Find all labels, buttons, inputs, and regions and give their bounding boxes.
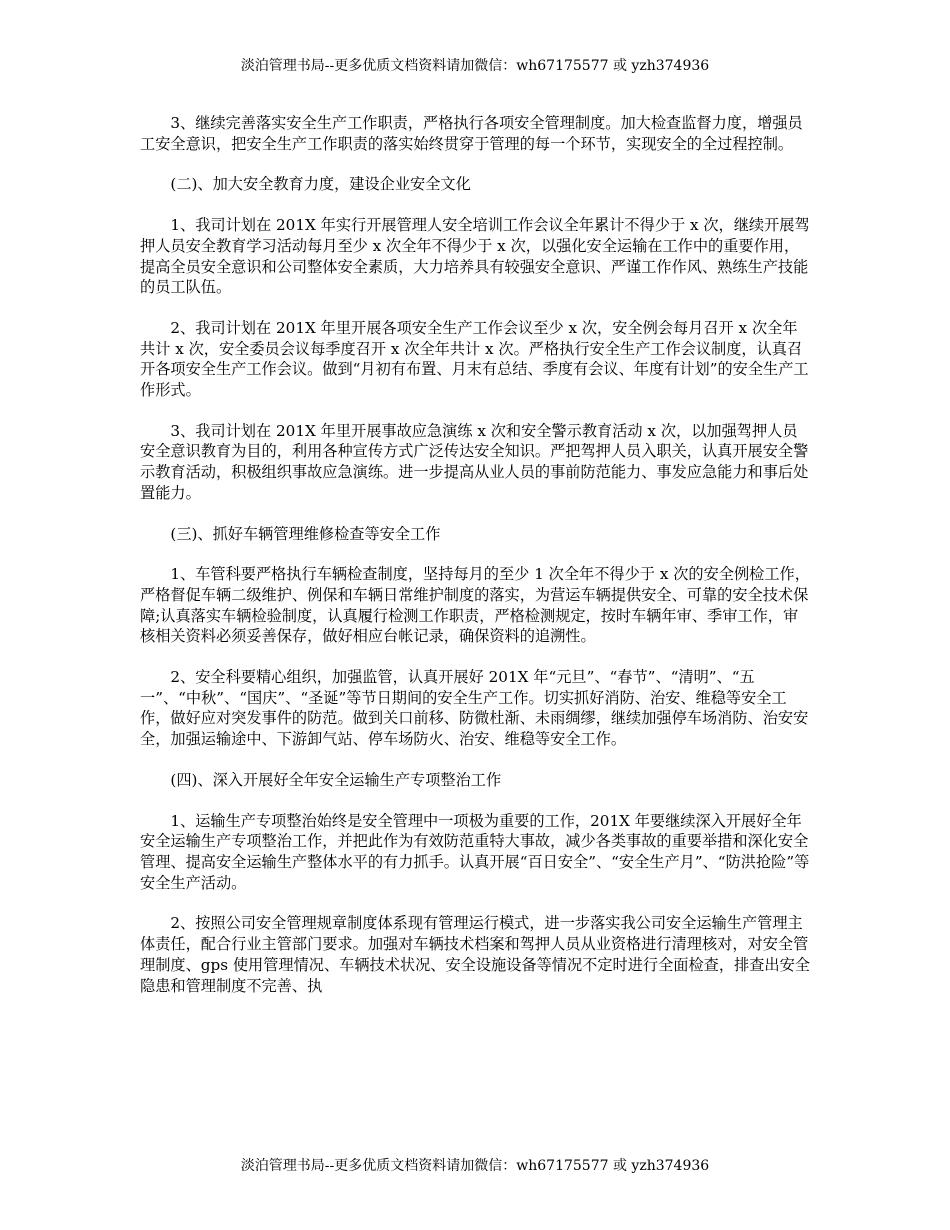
document-body <box>140 113 810 996</box>
paragraph-7: 1、运输生产专项整治始终是安全管理中一项极为重要的工作，201X 年要继续深入开展好全年安全运输生产专项整治工作，并把此作为有效防范重特大事故，减少各类事故的重要举措和深化安全管理、提高安全运输生产整体水平的有力抓手。认真开展“百日安全”、“安全生产月”、“防洪抢险”等安全生产活动。 <box>140 811 810 892</box>
section-heading-2: (二)、加大安全教育力度，建设企业安全文化 <box>170 175 471 194</box>
section-heading-4: (四)、深入开展好全年安全运输生产专项整治工作 <box>170 770 502 789</box>
paragraph-8: 2、按照公司安全管理规章制度体系现有管理运行模式，进一步落实我公司安全运输生产管理主体责任，配合行业主管部门要求。加强对车辆技术档案和驾押人员从业资格进行清理核对，对安全管理制度、gps 使用管理情况、车辆技术状况、安全设施设备等情况不定时进行全面检查，排查出安全隐患和管理制度不完善、执 <box>140 914 810 995</box>
paragraph-6: 2、安全科要精心组织，加强监管，认真开展好 201X 年“元旦”、“春节”、“清明”、“五一”、“中秋”、“国庆”、“圣诞”等节日期间的安全生产工作。切实抓好消防、治安、维稳等安全工作，做好应对突发事件的防范。做到关口前移、防微杜渐、未雨绸缪，继续加强停车场消防、治安安全，加强运输途中、下游卸气站、停车场防火、治安、维稳等安全工作。 <box>140 668 809 749</box>
page-header: 淡泊管理书局--更多优质文档资料请加微信：wh67175577 或 yzh374936 <box>240 58 710 74</box>
paragraph-4: 3、我司计划在 201X 年里开展事故应急演练 x 次和安全警示教育活动 x 次，以加强驾押人员安全意识教育为目的，利用各种宣传方式广泛传达安全知识。严把驾押人员入职关，认真开展安全警示教育活动，积极组织事故应急演练。进一步提高从业人员的事前防范能力、事发应急能力和事后处置能力。 <box>140 421 809 502</box>
paragraph-5: 1、车管科要严格执行车辆检查制度，坚持每月的至少 1 次全年不得少于 x 次的安全例检工作，严格督促车辆二级维护、例保和车辆日常维护制度的落实，为营运车辆提供安全、可靠的安全技术保障;认真落实车辆检验制度，认真履行检测工作职责，严格检测规定，按时车辆年审、季审工作，审核相关资料必须妥善保存，做好相应台帐记录，确保资料的追溯性。 <box>140 565 810 646</box>
paragraph-1: 3、继续完善落实安全生产工作职责，严格执行各项安全管理制度。加大检查监督力度，增强员工安全意识，把安全生产工作职责的落实始终贯穿于管理的每一个环节，实现安全的全过程控制。 <box>140 114 803 153</box>
page-footer: 淡泊管理书局--更多优质文档资料请加微信：wh67175577 或 yzh374936 <box>240 1158 710 1174</box>
section-heading-3: (三)、抓好车辆管理维修检查等安全工作 <box>170 524 441 543</box>
paragraph-2: 1、我司计划在 201X 年实行开展管理人安全培训工作会议全年累计不得少于 x 次，继续开展驾押人员安全教育学习活动每月至少 x 次全年不得少于 x 次，以强化安全运输在工作中的重要作用，提高全员安全意识和公司整体安全素质，大力培养具有较强安全意识、严谨工作作风、熟练生产技能的员工队伍。 <box>140 216 810 297</box>
paragraph-3: 2、我司计划在 201X 年里开展各项安全生产工作会议至少 x 次，安全例会每月召开 x 次全年共计 x 次，安全委员会议每季度召开 x 次全年共计 x 次。严格执行安全生产工作会议制度，认真召开各项安全生产工作会议。做到“月初有布置、月末有总结、季度有会议、年度有计划”的安全生产工作形式。 <box>140 318 809 400</box>
